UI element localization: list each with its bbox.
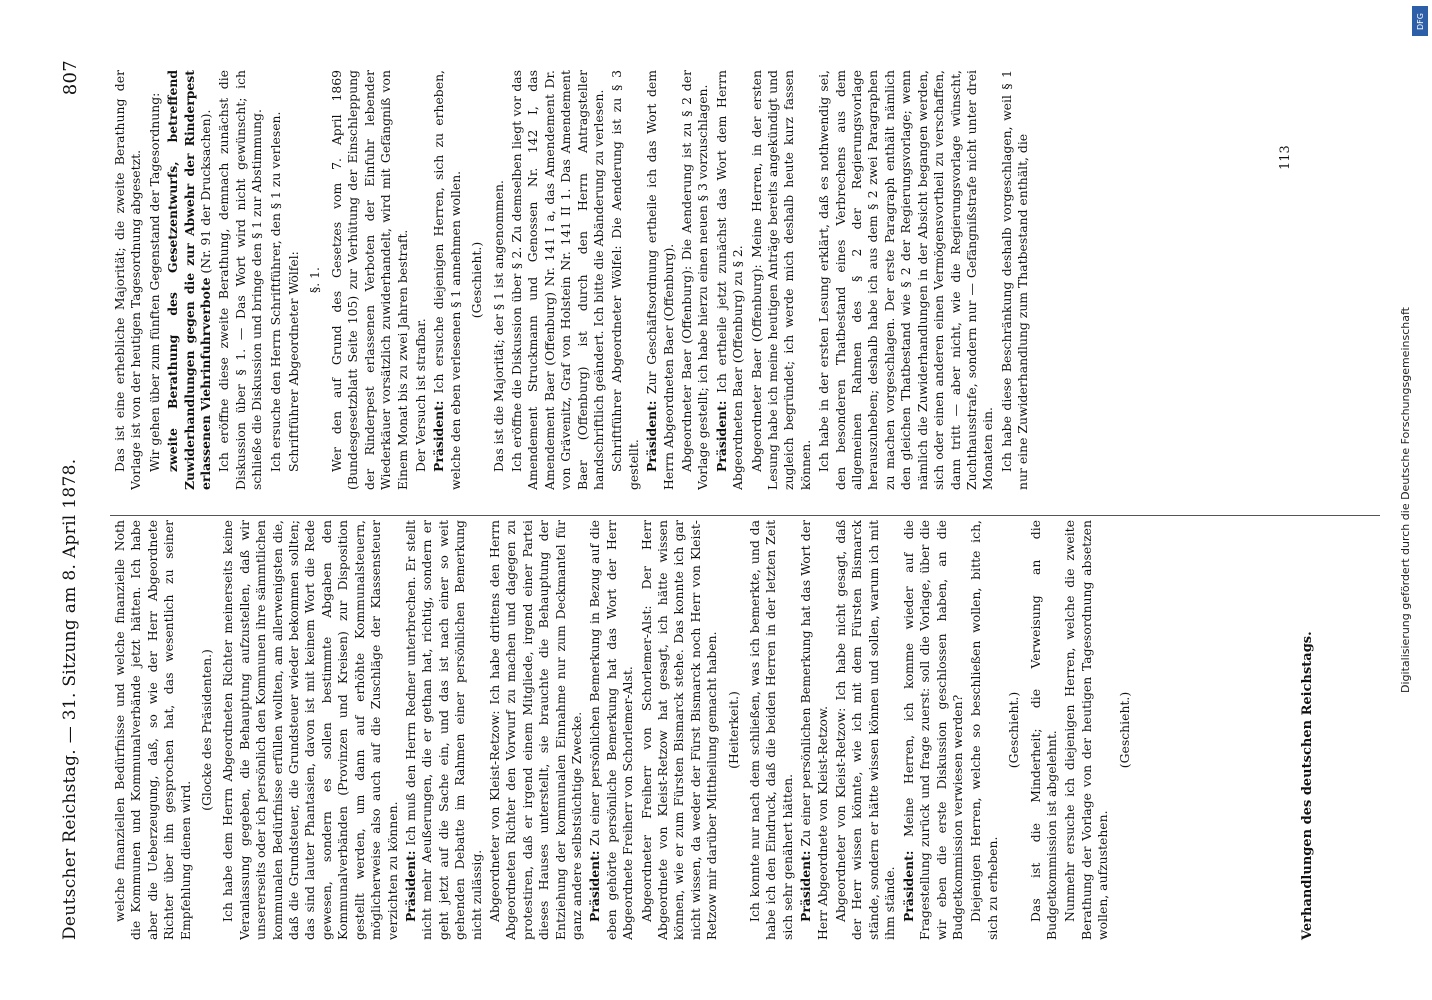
paragraph (413, 70, 429, 490)
paragraph (679, 70, 712, 490)
paragraph (747, 520, 796, 940)
paragraph (220, 520, 400, 940)
paragraph (268, 70, 284, 490)
paragraph-text: Der Versuch ist strafbar. (412, 318, 428, 472)
paragraph (1028, 520, 1061, 940)
paragraph (587, 520, 636, 940)
paragraph (1062, 520, 1111, 940)
digitization-credit (1392, 8, 1420, 992)
column-divider (110, 515, 1380, 516)
paragraph (112, 70, 145, 490)
paragraph-text: Diejenigen Herren, welche so beschließen wollen, bitte ich, sich zu erheben. (968, 520, 1000, 940)
centered-line (726, 520, 742, 940)
paragraph-text: Schriftführer Abgeordneter Wölfel: (286, 251, 302, 472)
paragraph (714, 70, 747, 490)
paragraph (147, 70, 163, 490)
paragraph (329, 70, 411, 490)
paragraph (644, 70, 677, 490)
centered-line (199, 520, 215, 940)
paragraph (901, 520, 967, 940)
speaker-label: zweite Berathung des Gesetzentwurfs, betreffend Zuwiderhandlungen gegen die zur Abwehr der Rinderpest erlassenen Viehrinfuhrverbote (165, 70, 214, 490)
centered-line (1006, 520, 1022, 940)
paragraph-text: Ich eröffne diese zweite Berathung, demnach zunächst die Diskussion über § 1. — Das Wort wird nicht gewünscht; ich schließe die Diskussion und bringe den § 1 zur Abstimmung. (216, 70, 265, 490)
speaker-label: Präsident: (798, 850, 814, 922)
paragraph (609, 70, 642, 490)
paragraph-text: Wir gehen über zum fünften Gegenstand der Tagesordnung: (146, 92, 162, 472)
paragraph-text: Ich konnte nur nach dem schließen, was ich bemerkte, und da habe ich den Eindruck, daß die beiden Herren in der letzten Zeit sich sehr genähert hätten. (747, 520, 795, 940)
page-footer: Verhandlungen des deutschen Reichstags. (1300, 631, 1315, 940)
paragraph-text: Das ist die Minderheit; die Verweisung an die Budgetkommission ist abgelehnt. (1027, 520, 1059, 940)
page-number: 807 (60, 60, 81, 96)
paragraph-text: Ich muß den Herrn Redner unterbrechen. Er stellt nicht mehr Aeußerungen, die er gethan hat, richtig, sondern er geht jetzt auf die Sache ein, und das ist nach einer so weit gehenden Debatte im Rahmen einer persönlichen Bemerkung nicht zulässig. (402, 520, 484, 940)
paragraph (216, 70, 265, 490)
paragraph (798, 520, 831, 940)
paragraph-text: Ich ertheile jetzt zunächst das Wort dem Herrn Abgeordneten Baer (Offenburg) zu § 2. (713, 70, 746, 490)
speaker-label: Präsident: (587, 850, 603, 922)
paragraph-text: (Geschieht.) (1006, 691, 1022, 769)
speaker-label: Präsident: (900, 850, 916, 922)
paragraph-text: Zur Geschäftsordnung ertheile ich das Wort dem Herrn Abgeordneten Baer (Offenburg). (644, 70, 676, 490)
centered-line (1117, 520, 1133, 940)
paragraph (286, 70, 302, 490)
paragraph-text: (Heiterkeit.) (725, 691, 741, 769)
speaker-label: Präsident: (713, 400, 729, 472)
paragraph-text: Ich habe in der ersten Lesung erklärt, daß es nothwendig sei, den besonderen Thatbestand eines Verbrechens aus dem allgemeinen Rahmen des § 2 der Regierungsvorlage herauszuheben; deshalb habe ich aus dem § 2 zwei Paragraphen zu machen vorgeschlagen. Der erste Paragraph enthält nämlich den gleichen Thatbestand wie § 2 der Regierungsvorlage; wenn nämlich die Zuwiderhandlungen in der Absicht begangen werden, sich oder einen anderen einen Vermögensvortheil zu verschaffen, dann tritt — aber nicht, wie die Regierungsvorlage wünscht, Zuchthausstrafe, sondern nur — Gefängnißstrafe nicht unter drei Monaten ein. (816, 70, 996, 490)
paragraph-text: Das ist die Majorität; der § 1 ist angenommen. (490, 180, 506, 472)
paragraph (968, 520, 1001, 940)
speaker-label: Präsident: (402, 850, 418, 922)
paragraph (833, 520, 899, 940)
paragraph-text: (Nr. 91 der Drucksachen). (198, 109, 214, 278)
dfg-logo-text: DFG (1415, 12, 1425, 30)
paragraph-text: Ich habe diese Beschränkung deshalb vorgeschlagen, weil § 1 nur eine Zuwiderhandlung zum Thatbestand enthält, die (998, 70, 1031, 490)
running-header: Deutscher Reichstag. — 31. Sitzung am 8. April 1878. (60, 458, 80, 940)
paragraph-text: welche finanziellen Bedürfnisse und welche finanzielle Noth die Kommunen und Kommunalverbände jetzt hätten. Ich habe aber die Ueberzeugung, daß, so wie der Herr Abgeordnete Richter über ihn gesprochen hat, das wesentlich zu seiner Empfehlung dienen wird. (112, 520, 193, 940)
signature-mark: 113 (1278, 145, 1293, 170)
speaker-label: Präsident: (644, 400, 660, 472)
paragraph (112, 520, 194, 940)
speaker-label: Präsident: (431, 400, 447, 472)
paragraph-text: Ich ersuche diejenigen Herren, sich zu erheben, welche den eben verlesenen § 1 annehmen wollen. (431, 70, 463, 490)
paragraph-text: Abgeordneter Baer (Offenburg): Meine Herren, in der ersten Lesung habe ich meine heutigen Anträge bereits angekündigt und zugleich begründet; ich werde mich deshalb heute kurz fassen können. (748, 70, 813, 490)
paragraph-text: Ich ersuche den Herrn Schriftführer, den § 1 zu verlesen. (267, 111, 283, 472)
paragraph (165, 70, 214, 490)
paragraph (639, 520, 721, 940)
paragraph-text: Meine Herren, ich komme wieder auf die Fragestellung zurück und frage zuerst: soll die Vorlage, über die wir eben die erste Diskussion geschlossen haben, an die Budgetkommission verwiesen werden? (900, 520, 965, 940)
paragraph-text: Abgeordneter von Kleist-Retzow: Ich habe nicht gesagt, daß der Herr wissen könnte, wie ich mit dem Fürsten Bismarck stände, sondern er hätte wissen können und sollen, warum ich mit ihm stände. (833, 520, 898, 940)
paragraph-text: Das ist eine erhebliche Majorität; die zweite Berathung der Vorlage ist von der heutigen Tagesordnung abgesetzt. (112, 70, 144, 490)
paragraph (491, 70, 507, 490)
paragraph-text: Zu einer persönlichen Bemerkung hat das Wort der Herr Abgeordnete von Kleist-Retzow. (798, 520, 830, 940)
paragraph (816, 70, 996, 490)
right-column (112, 70, 1382, 490)
paragraph (509, 70, 607, 490)
paragraph-text: Ich habe dem Herrn Abgeordneten Richter meinerseits keine Veranlassung gegeben, die Behauptung aufzustellen, daß wir unsererseits oder ich persönlich den Kommunen ihre sämmtlichen kommunalen Bedürfnisse erfüllen wollten, am allerwenigsten die, daß die Grundsteuer, die Grundsteuer wieder bekommen sollten; das sind lauter Phantasien, davon ist mit keinem Wort die Rede gewesen, sondern es sollen bestimmte Abgaben den Kommunalverbänden (Provinzen und Kreisen) zur Disposition gestellt werden, um dann auf erhöhte Kommunalsteuern, möglicherweise also auch auf die Zuschläge der Klassensteuer verzichten zu können. (220, 520, 400, 940)
paragraph (749, 70, 815, 490)
paragraph-text: (Geschieht.) (469, 241, 485, 319)
centered-line (307, 70, 323, 490)
paragraph-text: Abgeordneter Baer (Offenburg): Die Aenderung ist zu § 2 der Vorlage gestellt; ich habe hierzu einen neuen § 3 vorzuschlagen. (679, 70, 711, 490)
paragraph-text: Abgeordneter Freiherr von Schorlemer-Alst: Der Herr Abgeordnete von Kleist-Retzow hat gesagt, ich hätte wissen können, wie er zum Fürsten Bismarck stehe. Das konnte ich gar nicht wissen, da weder der Fürst Bismarck noch Herr von Kleist-Retzow mir darüber Mittheilung gemacht haben. (638, 520, 720, 940)
left-column (112, 520, 1382, 940)
paragraph-text: Abgeordneter von Kleist-Retzow: Ich habe drittens den Herrn Abgeordneten Richter den Vorwurf zu machen und dagegen zu protestiren, daß er irgend einem Mitgliede, irgend einer Partei dieses Hauses unterstellt, sie brauchte die Behauptung der Entziehung der kommunalen Einnahme nur zum Deckmantel für ganz andere selbstsüchtige Zwecke. (486, 520, 584, 940)
paragraph-text: Zu einer persönlichen Bemerkung in Bezug auf die eben gehörte persönliche Bemerkung hat das Wort der Herr Abgeordnete Freiherr von Schorlemer-Alst. (587, 520, 636, 940)
dfg-logo (1412, 6, 1428, 36)
paragraph-text: §. 1. (307, 267, 323, 293)
paragraph-text: (Geschieht.) (1116, 691, 1132, 769)
centered-line (469, 70, 485, 490)
paragraph-text: Wer den auf Grund des Gesetzes vom 7. April 1869 (Bundesgesetzblatt Seite 105) zur Verhütung der Einschleppung der Rinderpest erlassenen Verboten der Einfuhr lebender Wiederkäuer vorsätzlich zuwiderhandelt, wird mit Gefängniß von Einem Monat bis zu zwei Jahren bestraft. (328, 70, 410, 490)
paragraph (999, 70, 1032, 490)
paragraph-text: (Glocke des Präsidenten.) (199, 649, 215, 811)
paragraph-text: Schriftführer Abgeordneter Wölfel: Die Aenderung ist zu § 3 gestellt. (609, 70, 641, 490)
paragraph (431, 70, 464, 490)
credit-text: Digitalisierung gefördert durch die Deutsche Forschungsgemeinschaft (1399, 307, 1412, 693)
paragraph-text: Ich eröffne die Diskussion über § 2. Zu demselben liegt vor das Amendement Struckmann und Genossen Nr. 142 I, das Amendement Baer (Offenburg) Nr. 141 I a, das Amendement Dr. von Grävenitz, Graf von Holstein Nr. 141 II 1. Das Amendement Baer (Offenburg) ist durch den Herrn Antragsteller handschriftlich geändert. Ich bitte die Abänderung zu verlesen. (508, 70, 606, 490)
paragraph (403, 520, 485, 940)
paragraph-text: Nunmehr ersuche ich diejenigen Herren, welche die zweite Berathung der Vorlage von der heutigen Tagesordnung absetzen wollen, aufzustehen. (1062, 520, 1111, 940)
paragraph (487, 520, 585, 940)
